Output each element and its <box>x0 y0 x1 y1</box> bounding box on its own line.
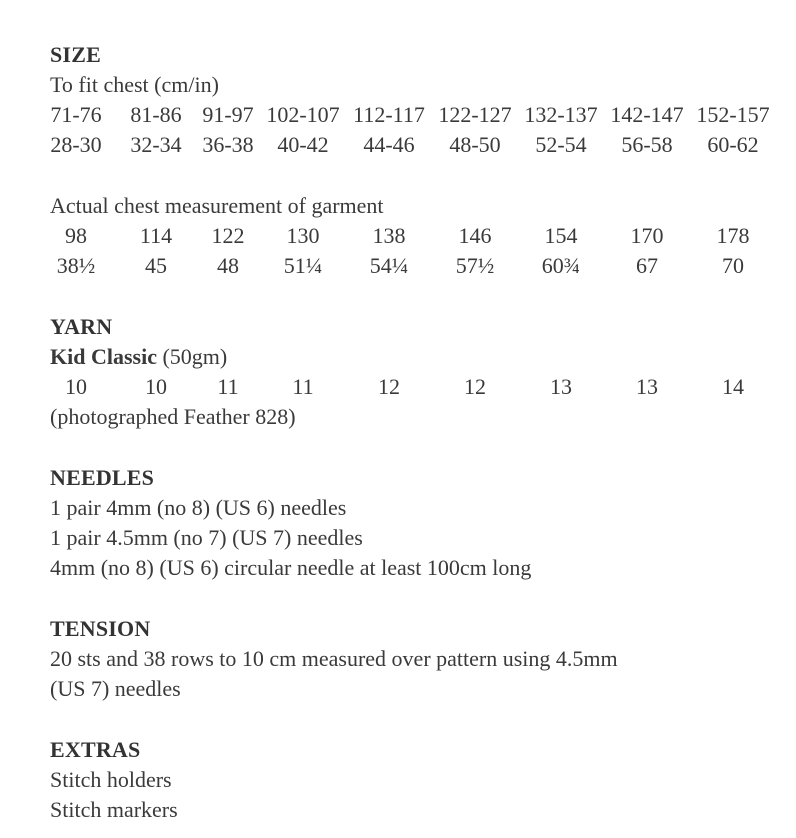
yarn-balls-cell: 13 <box>550 374 572 399</box>
yarn-balls-cell: 14 <box>722 374 744 399</box>
yarn-balls-cell: 10 <box>145 374 167 399</box>
actual-in-cell: 67 <box>636 253 658 278</box>
section-spacer <box>50 281 780 312</box>
actual-in-cell: 60¾ <box>541 253 581 278</box>
actual-cm-cell: 178 <box>716 223 750 248</box>
section-spacer <box>50 432 780 463</box>
size-in-cell: 52-54 <box>535 132 587 157</box>
size-heading: SIZE <box>50 42 101 67</box>
needles-line: 1 pair 4.5mm (no 7) (US 7) needles <box>50 525 363 550</box>
size-in-cell: 36-38 <box>202 132 254 157</box>
section-spacer <box>50 583 780 614</box>
size-in-cell: 56-58 <box>621 132 673 157</box>
tension-line: (US 7) needles <box>50 676 181 701</box>
yarn-balls-cell: 12 <box>464 374 486 399</box>
actual-cm-cell: 154 <box>544 223 578 248</box>
tension-heading: TENSION <box>50 616 151 641</box>
actual-in-cell: 38½ <box>56 253 96 278</box>
size-cm-cell: 71-76 <box>50 102 102 127</box>
size-in-cell: 40-42 <box>277 132 329 157</box>
yarn-heading: YARN <box>50 314 113 339</box>
extras-line: Stitch markers <box>50 797 178 822</box>
actual-cm-cell: 130 <box>286 223 320 248</box>
yarn-balls-row <box>50 372 780 402</box>
section-spacer <box>50 704 780 735</box>
yarn-balls-cell: 10 <box>65 374 87 399</box>
actual-chest-subheading: Actual chest measurement of garment <box>50 193 384 218</box>
actual-in-cell: 54¼ <box>369 253 409 278</box>
yarn-note: (photographed Feather 828) <box>50 404 296 429</box>
yarn-balls-cell: 12 <box>378 374 400 399</box>
needles-line: 4mm (no 8) (US 6) circular needle at least 100cm long <box>50 555 532 580</box>
size-cm-cell: 122-127 <box>438 102 512 127</box>
size-subheading: To fit chest (cm/in) <box>50 72 219 97</box>
size-cm-cell: 102-107 <box>266 102 340 127</box>
actual-in-cell: 48 <box>217 253 239 278</box>
size-cm-cell: 132-137 <box>524 102 598 127</box>
size-cm-cell: 91-97 <box>202 102 254 127</box>
size-cm-cell: 142-147 <box>610 102 684 127</box>
actual-in-row <box>50 251 780 281</box>
size-in-cell: 44-46 <box>363 132 415 157</box>
actual-in-cell: 45 <box>145 253 167 278</box>
pattern-info-page <box>50 40 780 825</box>
size-in-row <box>50 130 780 160</box>
actual-cm-cell: 170 <box>630 223 664 248</box>
actual-in-cell: 57½ <box>455 253 495 278</box>
size-in-cell: 28-30 <box>50 132 102 157</box>
size-cm-cell: 152-157 <box>696 102 770 127</box>
actual-cm-cell: 138 <box>372 223 406 248</box>
section-spacer <box>50 160 780 191</box>
size-cm-row <box>50 100 780 130</box>
size-in-cell: 32-34 <box>130 132 182 157</box>
yarn-balls-cell: 11 <box>292 374 314 399</box>
actual-cm-row <box>50 221 780 251</box>
size-cm-cell: 81-86 <box>130 102 182 127</box>
extras-line: Stitch holders <box>50 767 172 792</box>
yarn-balls-cell: 13 <box>636 374 658 399</box>
actual-cm-cell: 146 <box>458 223 492 248</box>
size-in-cell: 48-50 <box>449 132 501 157</box>
needles-heading: NEEDLES <box>50 465 155 490</box>
actual-in-cell: 70 <box>722 253 744 278</box>
actual-in-cell: 51¼ <box>283 253 323 278</box>
yarn-weight: (50gm) <box>162 344 228 369</box>
size-in-cell: 60-62 <box>707 132 759 157</box>
yarn-name-line <box>50 342 780 372</box>
tension-line: 20 sts and 38 rows to 10 cm measured over pattern using 4.5mm <box>50 646 618 671</box>
size-cm-cell: 112-117 <box>353 102 425 127</box>
actual-cm-cell: 98 <box>65 223 87 248</box>
yarn-name: Kid Classic <box>50 344 157 369</box>
extras-heading: EXTRAS <box>50 737 141 762</box>
actual-cm-cell: 122 <box>211 223 245 248</box>
needles-line: 1 pair 4mm (no 8) (US 6) needles <box>50 495 347 520</box>
yarn-balls-cell: 11 <box>217 374 239 399</box>
actual-cm-cell: 114 <box>139 223 173 248</box>
